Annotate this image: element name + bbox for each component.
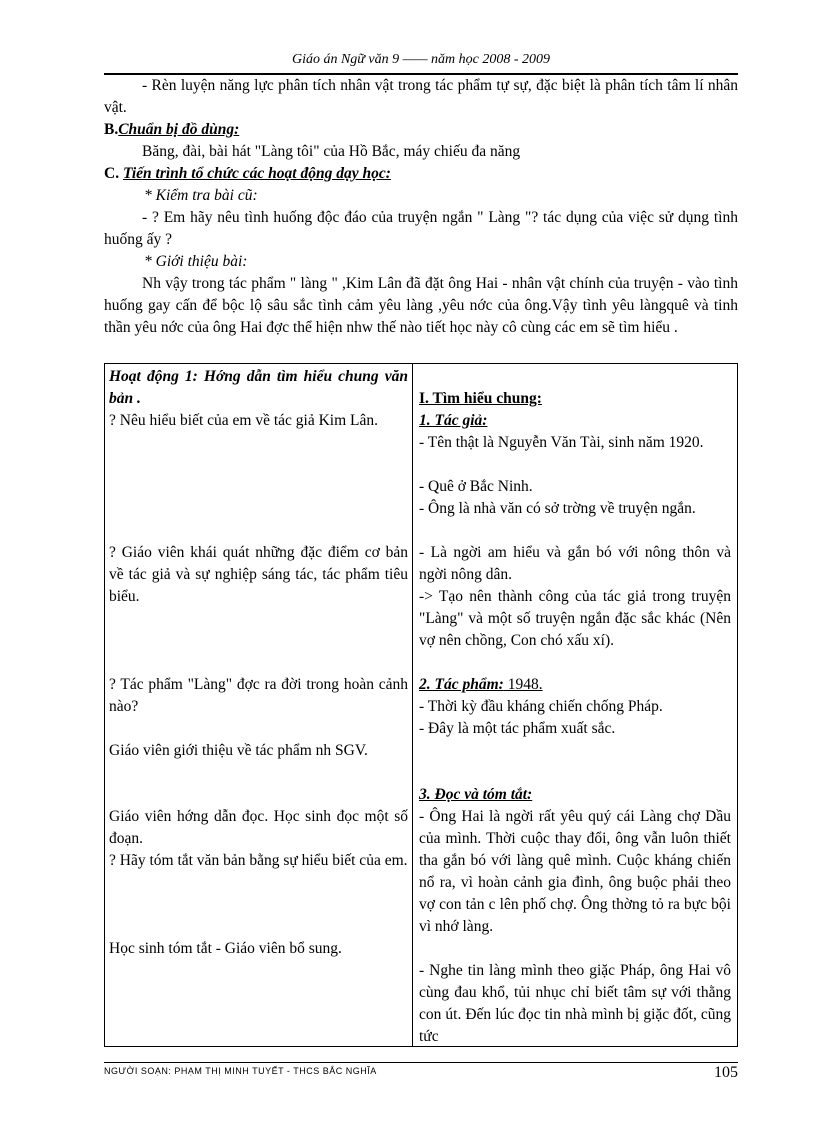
page-header-title: Giáo án Ngữ văn 9 —— năm học 2008 - 2009 [291,52,551,67]
activity-1-title: Hoạt động 1: Hớng dẫn tìm hiểu chung văn bản . [109,368,408,407]
summary-paragraph-1: - Ông Hai là ngời rất yêu quý cái Làng chợ Dầu của mình. Thời cuộc thay đổi, ông vẫn luôn thiết tha gắn bó với làng quê mình. Cuộc kháng chiến nổ ra, vì hoàn cảnh gia đình, ông buộc phải theo vợ con tản c lên phố chợ. Ông thờng tỏ ra bực bội vì nhớ làng. [419,808,731,935]
section-b-title: Chuẩn bị đồ dùng: [118,121,240,138]
section-b-prefix: B. [104,121,119,138]
work-subheading: 2. Tác phẩm: [419,676,504,693]
author-subheading: 1. Tác giả: [419,412,488,429]
section-c-heading [104,163,738,185]
section-b-text: Băng, đài, bài hát "Làng tôi" của Hồ Bắc, máy chiếu đa năng [142,143,521,160]
author-achievement: -> Tạo nên thành công của tác giả trong truyện "Làng" và một số truyện ngắn đặc sắc khác (Nên vợ nên chồng, Con chó xấu xí). [419,588,731,649]
footer-divider [104,1062,738,1063]
section-c-prefix: C. [104,165,120,182]
lesson-activity-table [104,363,738,1047]
work-subheading-line [419,674,731,696]
teacher-activity-column [105,364,413,1046]
work-period: - Thời kỳ đầu kháng chiến chống Pháp. [419,698,663,715]
check-old-lesson-label: * Kiểm tra bài cũ: [144,187,258,204]
question-author: ? Nêu hiểu biết của em về tác giả Kim Lân. [109,412,378,429]
question-author-overview: ? Giáo viên khái quát những đặc điểm cơ bản về tác giả và sự nghiệp sáng tác, tác phẩm tiêu biểu. [109,544,408,605]
author-real-name: - Tên thật là Nguyễn Văn Tài, sinh năm 1920. [419,434,704,451]
summary-paragraph-2: - Nghe tin làng mình theo giặc Pháp, ông Hai vô cùng đau khổ, tủi nhục chỉ biết tâm sự với thằng con út. Đến lúc đọc tin nhà mình bị giặc đốt, cũng tức [419,962,731,1045]
check-old-lesson-text: - ? Em hãy nêu tình huống độc đáo của truyện ngắn " Làng "? tác dụng của việc sử dụng tình huống ấy ? [104,209,738,248]
footer-author: NGƯỜI SOẠN: PHẠM THỊ MINH TUYẾT - THCS BẮC NGHĨA [104,1066,377,1076]
student-summary: Học sinh tóm tắt - Giáo viên bổ sung. [109,940,342,957]
question-work-context: ? Tác phẩm "Làng" đợc ra đời trong hoàn cảnh nào? [109,676,408,715]
skill-objective-line: - Rèn luyện năng lực phân tích nhân vật trong tác phẩm tự sự, đặc biệt là phân tích tâm lí nhân vật. [104,77,738,116]
author-hometown: - Quê ở Bắc Ninh. [419,478,533,495]
lesson-intro [104,75,738,339]
teacher-introduce-work: Giáo viên giới thiệu về tác phẩm nh SGV. [109,742,368,759]
content-column [414,364,737,1046]
introduce-lesson-text: Nh vậy trong tác phẩm " làng " ,Kim Lân đã đặt ông Hai - nhân vật chính của truyện - vào tình huống gay cấn để bộc lộ sâu sắc tình cảm yêu làng ,yêu nớc của ông.Vậy tình yêu làngquê và tinh thần yêu nớc của ông Hai đợc thể hiện nhw thế nào tiết học này cô cùng các em sẽ tìm hiểu . [104,275,738,336]
reading-summary-subheading: 3. Đọc và tóm tắt: [419,786,533,803]
work-year: 1948. [503,676,543,693]
teacher-guide-reading: Giáo viên hớng dẫn đọc. Học sinh đọc một số đoạn. [109,808,408,847]
page-number: 105 [714,1064,738,1081]
introduce-lesson-label: * Giới thiệu bài: [144,253,248,270]
section-c-title: Tiến trình tổ chức các hoạt động dạy học: [122,165,391,182]
section-b-heading [104,119,738,141]
work-quality: - Đây là một tác phẩm xuất sắc. [419,720,616,737]
section-general-heading: I. Tìm hiểu chung: [419,390,542,407]
author-background: - Là ngời am hiểu và gắn bó với nông thôn và ngời nông dân. [419,544,731,583]
question-summarize: ? Hãy tóm tắt văn bản bằng sự hiểu biết của em. [109,852,408,869]
author-specialty: - Ông là nhà văn có sở trờng về truyện ngắn. [419,500,696,517]
